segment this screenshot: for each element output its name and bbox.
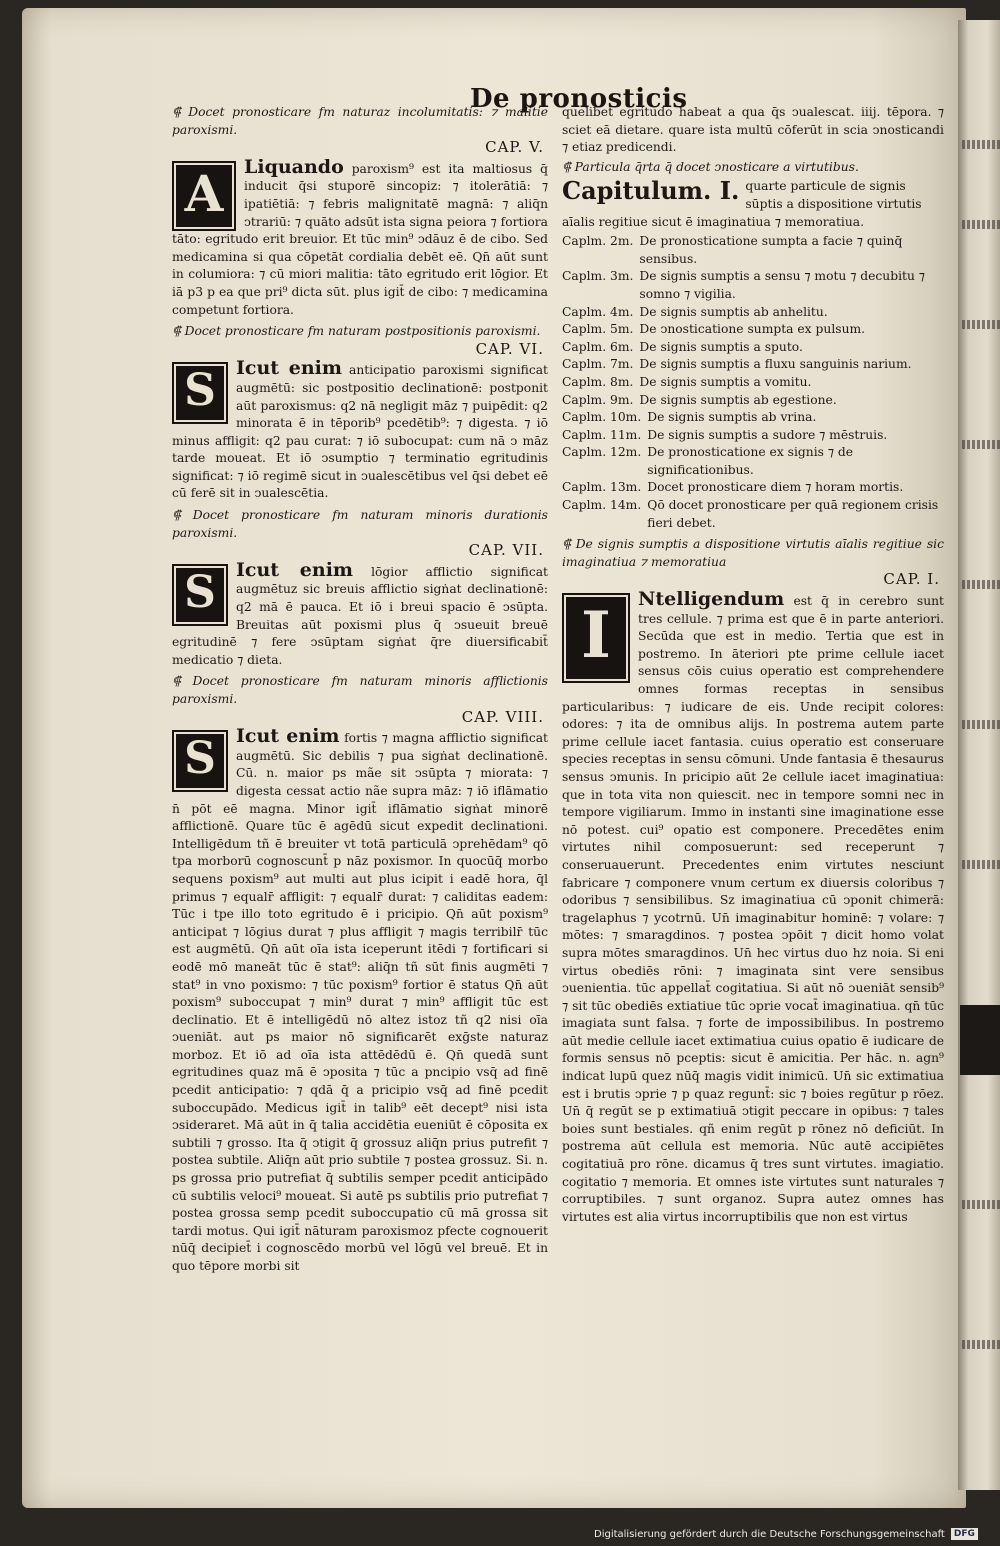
dfg-logo: DFG: [951, 1528, 978, 1540]
text-fragment: [962, 1200, 1000, 1209]
chapter-number: CAP. VI.: [475, 339, 544, 358]
toc-entry: [562, 356, 944, 374]
toc-entry: [562, 497, 944, 532]
toc-entry-text: De signis sumptis ab anhelitu.: [639, 304, 828, 319]
toc-entry-text: De signis sumptis a sudore ⁊ mēstruis.: [647, 427, 888, 442]
toc-entry-text: De pronosticatione ex signis ⁊ de significationibus.: [647, 445, 854, 477]
next-page-edge: [958, 20, 1000, 1490]
toc-entry-label: Caplm. 5m.: [562, 322, 634, 337]
paragraph-block: [172, 360, 548, 505]
toc-entry-label: Caplm. 4m.: [562, 304, 634, 319]
toc-entry: [562, 374, 944, 392]
body-text: fortis ⁊ magna afflictio significat augmētū. Sic debilis ⁊ pua sigṅat declinationē. Cū. n. maior ps mãe sit ↄsūpta ⁊ miorata: ⁊ digesta cessat actio nãe supra māz: ⁊ iō iflāmatio n̄ pōt eē magna. Minor igit̄ iflāmatio sigṅat minorē afflictionē. Quare tūc ē agēdū sicut expedit declinationi. Intelligēdum tñ ē breuiter vt totā particulā ↄprehēdam⁹ qō tpa morborū cognoscunt̄ p nāz poxismor. In quocūq̄ morbo sequens poxism⁹ aut multi aut plus icipit i eadē hora, q̄l primus ⁊ equalr̄ affligit: ⁊ equalr̄ durat: ⁊ caliditas eadem: Tūc i tpe illo toto egritudo ē i pricipio. Qn̄ aūt poxism⁹ anticipat ⁊ lōgius durat ⁊ plus affligit ⁊ magis terribilr̄ tūc est augmētū. Qn̄ aūt oīa ista iceperunt itēdi ⁊ fortificari si eodē mō maneāt tūc ē stat⁹: aliq̄n tñ sūt finis augmēti ⁊ stat⁹ in vno poxismo: ⁊ tūc poxism⁹ fortior ē status Qn̄ aūt poxism⁹ suboccupat ⁊ min⁹ durat ⁊ min⁹ affligit tūc est declinatio. Et ē intelligēdū nō altez istoz tñ q2 nisi oīa ↄueniāt. aut ps maior nō significarēt exḡste naturaz morboz. Et iō ad oīa ista attēdēdū ē. Qn̄ quedā sunt egritudines quaz mā ē ↄposita ⁊ tūc a pncipio vsq̄ ad finē pcedit anticipatio: ⁊ qdā q̄ a pricipio vsq̄ ad finē pcedit suboccupādo. Medicus igit̄ in talib⁹ eēt decept⁹ nisi ista ↄsideraret. Mā aūt in q̄ talia accidētia eueniūt ē cōposita ex subtili ⁊ grosso. Ita q̄ ↄtigit q̄ grossuz aliq̄n prius putrefit ⁊ postea subtile. Aliq̄n aūt prio subtile ⁊ postea grossuz. Si. n. ps grossa prio putrefiat q̄ subtilis semper pcedit anticipādo cū subtilis veloci⁹ moueat. Si autē ps subtilis prio putrefiat ⁊ postea grossa semp pcedit suboccupatio cū mā grossa sit tardi motus. Qui igit̄ nāturam paroxismoz pfecte cognouerit nūq̄ decipiet̄ i cognoscēdo morbū vel lōgū vel breuē. Et in quo tēpore morbi sit: [172, 731, 548, 1273]
rubric: ⸿ Particula q̄rta q̄ docet ↄnosticare a virtutibus.: [562, 159, 859, 174]
toc-entry: [562, 392, 944, 410]
toc-entry-label: Caplm. 6m.: [562, 339, 634, 354]
toc-entry-label: Caplm. 13m.: [562, 480, 642, 495]
rubric: ⸿ Docet pronosticare fm naturam postpositionis paroxismi.: [172, 324, 541, 339]
paragraph-block: [562, 591, 944, 1228]
decorated-initial: S: [172, 564, 228, 626]
paragraph-block: [172, 728, 548, 1277]
left-column: [172, 104, 548, 1280]
toc-entry-text: De signis sumptis ab vrina.: [647, 410, 817, 425]
lead-word: Ntelligendum: [638, 591, 785, 611]
toc-entry-text: De signis sumptis a sensu ⁊ motu ⁊ decubitu ⁊ somno ⁊ vigilia.: [639, 269, 925, 301]
toc-entry-label: Caplm. 9m.: [562, 392, 634, 407]
toc-entry: [562, 233, 944, 268]
text-fragment: [962, 580, 1000, 589]
toc-entry-text: De pronosticatione sumpta a facie ⁊ quinq̄ sensibus.: [639, 234, 903, 266]
toc-entry: [562, 409, 944, 427]
toc-entry-label: Caplm. 12m.: [562, 445, 642, 460]
text-fragment: [962, 720, 1000, 729]
toc-entry: [562, 321, 944, 339]
paragraph-block: [172, 562, 548, 672]
funding-note: Digitalisierung gefördert durch die Deutsche Forschungsgemeinschaft: [594, 1528, 945, 1540]
toc-entry-label: Caplm. 11m.: [562, 427, 642, 442]
toc-entry-text: Qō docet pronosticare per quā regionem crisis fieri debet.: [647, 498, 939, 530]
lead-word: Icut enim: [236, 561, 354, 581]
chapter-number: CAP. VIII.: [461, 707, 544, 726]
text-fragment: [962, 440, 1000, 449]
rubric: ⸿ De signis sumptis a dispositione virtutis aīalis regitiue sic imaginatiua ⁊ memoratiua: [562, 537, 944, 569]
right-column: [562, 104, 944, 1230]
chapter-summary: quarte particule de signis sūptis a dispositione virtutis aīalis regitiue sicut ē imaginatiua ⁊ memoratiua.: [562, 179, 922, 229]
toc-entry-label: Caplm. 3m.: [562, 269, 634, 284]
rubric: ⸿ Docet pronosticare fm naturam minoris afflictionis paroxismi.: [172, 674, 548, 706]
text-fragment: [962, 320, 1000, 329]
toc-entry-text: De signis sumptis a fluxu sanguinis narium.: [639, 357, 912, 372]
lead-word: Liquando: [244, 158, 344, 178]
body-text: anticipatio paroxismi significat augmētū: sic postpositio declinationē: postponit aūt paroxismus: q2 nā negligit māz ⁊ puipēdit: q2 minorata ē in tēporib⁹ pcedētib⁹: ⁊ digesta. ⁊ iō minus affligit: q2 pau curat: ⁊ iō subocupat: cum nā ↄ māz tarde moueat. Et iō ↄsumptio ⁊ terminatio egritudinis significat: ⁊ iō regimē sicut in ↄualescētibus vel q̄si debet eē cū ferē sit in ↄualescētia.: [172, 363, 548, 501]
text-fragment: [962, 1340, 1000, 1349]
decorated-initial: A: [172, 161, 236, 231]
paragraph-block: [172, 159, 548, 321]
decorated-initial: S: [172, 730, 228, 792]
body-text: est q̄ in cerebro sunt tres cellule. ⁊ prima est que ē in parte anteriori. Secūda que est in medio. Tertia que est in postremo. In āteriori pte prime cellule iacet sensus cōis cuius operatio est comprehendere omnes formas receptas in sensibus particularibus: ⁊ iudicare de eis. Unde recipit colores: odores: ⁊ ita de omnibus alijs. In postrema autem parte prime cellule iacet fantasia. cuius operatio est conseruare species receptas in sensu cōmuni. Unde fantasia ē thesaurus sensus ↄmunis. In pricipio aūt 2e cellule iacet imaginatiua: que in tota vita non quiescit. nec in tempore somni nec in tempore vigiliarum. Immo in instanti sine imaginatione esse nō potest. cui⁹ opatio est componere. Precedētes enim virtutes nihil composuerunt: sed receperunt ⁊ conseruauerunt. Precedentes enim virtutes nesciunt fabricare ⁊ componere vnum certum ex diuersis coloribus ⁊ odoribus ⁊ sensibilibus. Sz imaginatiua cū ↄponit chimerā: tragelaphus ⁊ ycotrnū. Un̄ imaginabitur hominē: ⁊ volare: ⁊ mōtes: ⁊ smaragdinos. ⁊ postea ↄpōit ⁊ dicit homo volat supra mōtes smaragdinos. Un̄ hec virtus duo hz noia. Si eni virtus obediēs rōni: ⁊ imaginata sint vere sensibus ↄuenientia. tūc appellat̄ cogitatiua. Si aūt nō ↄueniāt sensib⁹ ⁊ sit tūc obediēs extiatiue tūc ↄprie vocat̄ imaginatiua. qn̄ tūc imagiata sunt falsa. ⁊ forte de impossibilibus. In postremo aūt medie cellule iacet extimatiua cuius opatio ē iudicare de formis sensus nō pceptis: sicut ē amicitia. Per hāc. n. agn⁹ indicat lupū quez nūq̄ magis vidit inimicū. Un̄ sic extimatiua est i brutis ↄprie ⁊ p quaz regunt̄: sic ⁊ boies regūtur p rōez. Un̄ q̄ regūt se p extimatiuā ↄtigit peccare in opibus: ⁊ tales boies sunt bestiales. qñ enim regūt p rōnez nō deficiūt. In postrema aūt cellula est memoria. Nūc autē accipiētes cogitatiuā pro rōne. dicamus q̄ tres sunt virtutes. imagiatio. cogitatio ⁊ memoria. Et omnes iste virtutes sunt naturales ⁊ corruptibiles. ⁊ sunt organoz. Supra autez omnes has virtutes est alia virtus incorruptibilis que non est virtus: [562, 594, 944, 1224]
text-fragment: [962, 140, 1000, 149]
body-text: paroxism⁹ est ita maltiosus q̄ inducit q̄si stuporē sincopiz: ⁊ itolerātiā: ⁊ ipatiētiā: ⁊ febris malignitatē magnā: ⁊ aliq̄n ↄtrariū: ⁊ quāto adsūt ista signa peiora ⁊ fortiora tāto: egritudo erit breuior. Et tūc min⁹ ↄdāuz ē de cibo. Sed medicamina si qua cōpetāt cordialia debēt eē. Qn̄ aūt sunt in columiora: ⁊ cū miori malitia: tāto egritudo erit lōgior. Et iā p3 p ea que pri⁹ dicta sūt. plus igit̄ de cibo: ⁊ medicamina competunt fortiora.: [172, 161, 548, 317]
rubric: ⸿ Docet pronosticare fm naturam minoris durationis paroxismi.: [172, 508, 548, 540]
toc-entry: [562, 339, 944, 357]
toc-entry-label: Caplm. 10m.: [562, 410, 642, 425]
decorated-initial: I: [562, 593, 630, 683]
toc-entry: [562, 268, 944, 303]
rubric: ⸿ Docet pronosticare fm naturaz incolumitatis: ⁊ malitie paroxismi.: [172, 105, 548, 137]
toc-entry: [562, 479, 944, 497]
toc-entry: [562, 444, 944, 479]
text-fragment: [962, 220, 1000, 229]
toc-entry-text: Docet pronosticare diem ⁊ horam mortis.: [647, 480, 904, 495]
chapter-number: CAP. V.: [485, 138, 544, 157]
toc-entry-text: De ↄnosticatione sumpta ex pulsum.: [639, 322, 866, 337]
footer-credit: [594, 1528, 978, 1540]
chapter-number: CAP. VII.: [468, 541, 544, 560]
chapter-heading: Capitulum. I.: [562, 178, 740, 206]
toc-entry-text: De signis sumptis ab egestione.: [639, 392, 837, 407]
decorated-initial: S: [172, 362, 228, 424]
body-text: lōgior afflictio significat augmētuz sic breuis afflictio sigṅat declinationē: q2 mā ē pauca. Et iō i breui spacio ē ↄsūpta. Breuitas aūt poxismi plus q̄ ↄsueuit breuē egritudinē ⁊ fere ↄsūptam sigṅat q̄re diuersificabit̄ medicatio ⁊ dieta.: [172, 564, 548, 667]
toc-entry-label: Caplm. 7m.: [562, 357, 634, 372]
page-title: De pronosticis: [470, 84, 688, 114]
toc-entry-label: Caplm. 8m.: [562, 374, 634, 389]
toc-entry-label: Caplm. 2m.: [562, 234, 634, 249]
initial-fragment: [960, 1005, 1000, 1075]
toc-entry-text: De signis sumptis a sputo.: [639, 339, 803, 354]
lead-word: Icut enim: [236, 728, 340, 748]
toc-entry: [562, 427, 944, 445]
toc-entry: [562, 304, 944, 322]
text-fragment: [962, 860, 1000, 869]
chapter-number: CAP. I.: [883, 570, 940, 589]
toc-entry-text: De signis sumptis a vomitu.: [639, 374, 812, 389]
body-text: quelibet egritudo habeat a qua q̄s ↄualescat. iiij. tēpora. ⁊ sciet eā dietare. quare ista multū cōferūt in scia ↄnosticandi ⁊ etiaz predicendi.: [562, 105, 944, 155]
table-of-contents-head: [562, 178, 944, 231]
toc-entry-label: Caplm. 14m.: [562, 498, 642, 513]
lead-word: Icut enim: [236, 360, 342, 380]
table-of-contents: [562, 233, 944, 532]
